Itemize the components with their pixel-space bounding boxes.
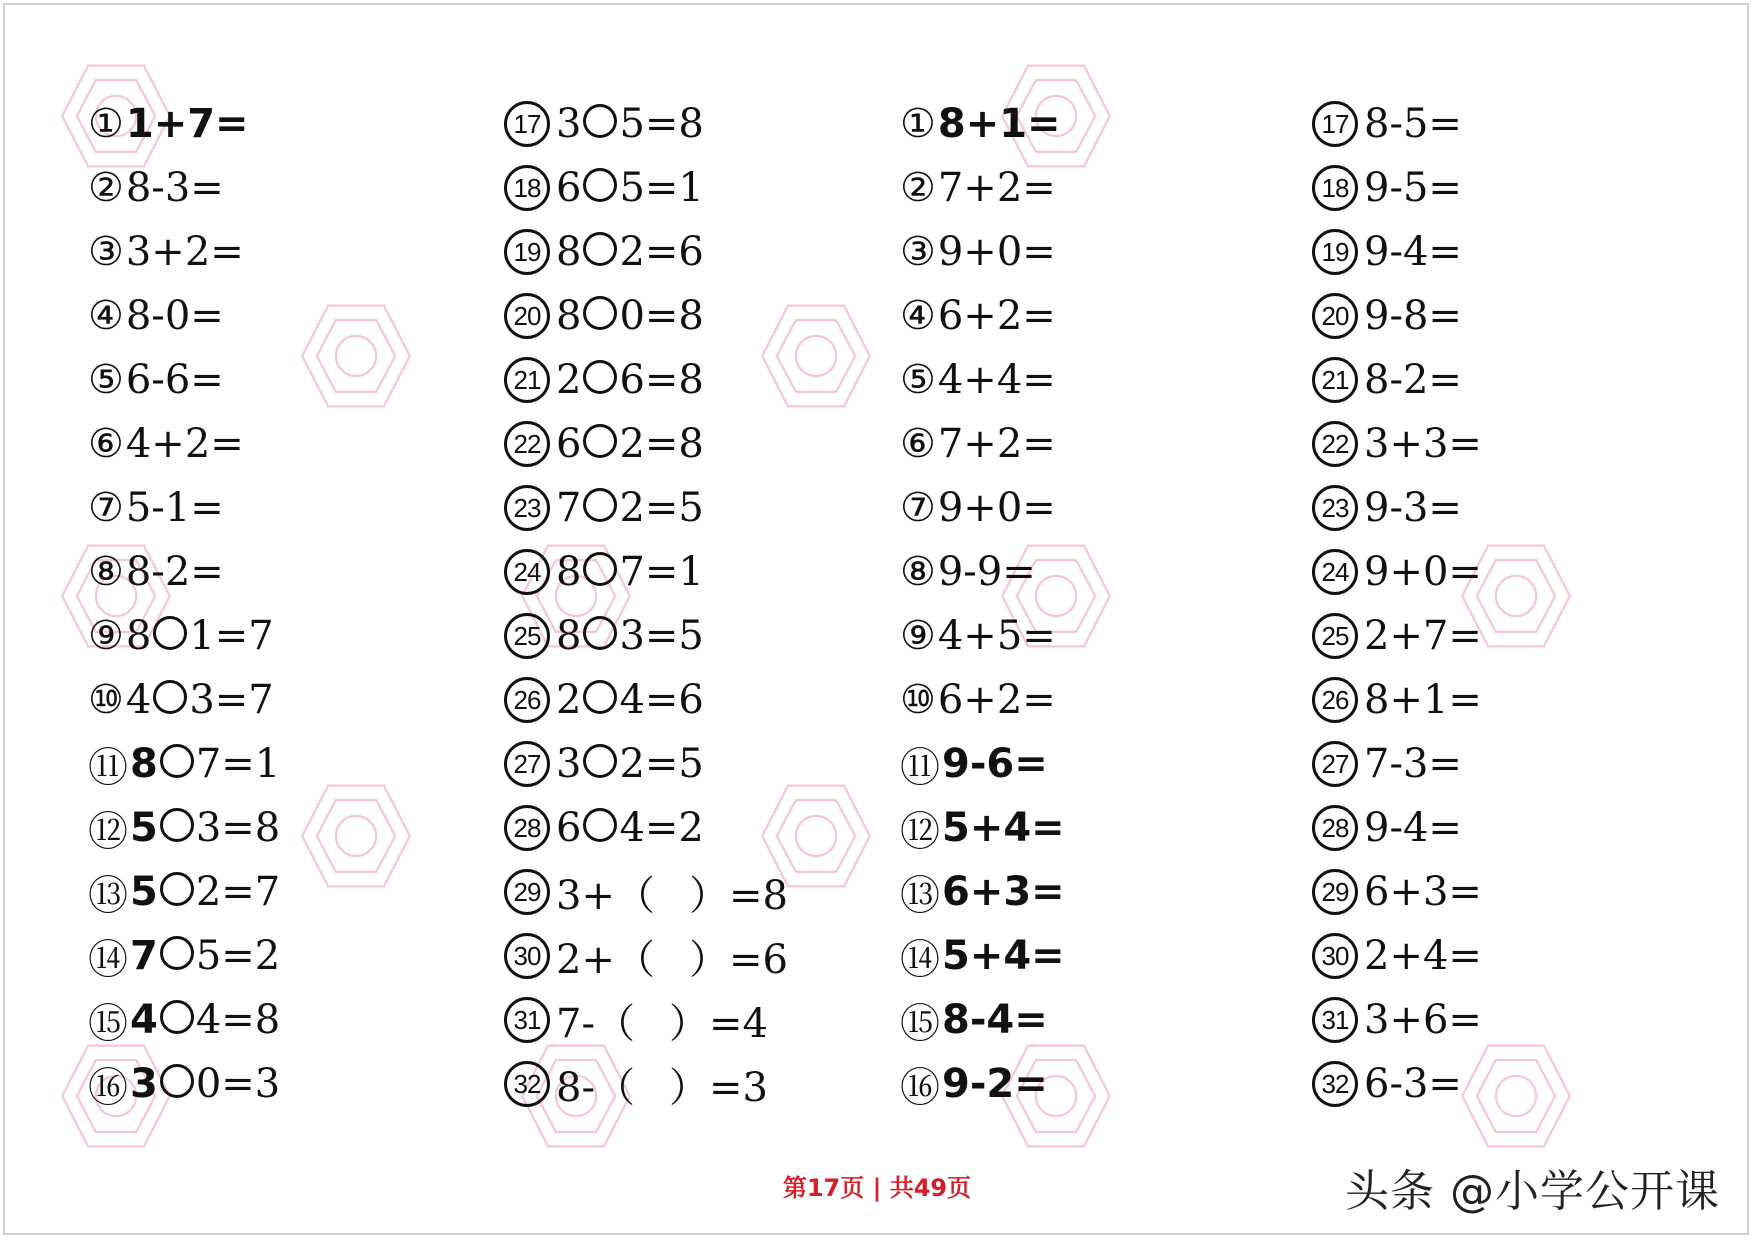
problem-expression: 7+2= <box>937 421 1056 467</box>
problem-number: ④ <box>88 293 124 339</box>
problem-number: ⑦ <box>88 485 124 531</box>
problem-number: ⑫ <box>88 808 128 855</box>
operand-rest: 5=2 <box>195 933 281 979</box>
blank-open: 7-（ <box>556 1000 635 1047</box>
problem-number: 24 <box>1312 549 1358 595</box>
operand-rest: 6=8 <box>619 357 704 403</box>
problem-row <box>1312 988 1482 1052</box>
problem-expression: 9-2= <box>942 1061 1048 1107</box>
problem-expression: 8-3= <box>125 165 224 211</box>
problem-number: 22 <box>504 421 550 467</box>
operand-rest: 2=6 <box>619 229 704 275</box>
operand-first: 8 <box>556 549 582 595</box>
problem-row <box>504 476 788 540</box>
problem-number: 21 <box>1312 357 1358 403</box>
problem-row <box>1312 668 1482 732</box>
operand-rest: 5=1 <box>619 165 704 211</box>
problem-row <box>900 796 1065 860</box>
problem-number: 32 <box>504 1061 550 1107</box>
problem-number: 27 <box>504 741 550 787</box>
operator-blank-circle <box>583 744 617 778</box>
problem-row <box>1312 412 1482 476</box>
problem-number: ⑯ <box>88 1064 128 1111</box>
problem-number: ⑧ <box>88 549 124 595</box>
operand-rest: 3=7 <box>189 677 274 723</box>
problem-row <box>900 92 1065 156</box>
problem-number: 26 <box>1312 677 1358 723</box>
problem-expression: 8-0= <box>125 293 224 339</box>
problem-row <box>504 1052 788 1116</box>
problem-row <box>88 348 280 412</box>
problem-row <box>88 924 280 988</box>
problem-number: 23 <box>504 485 550 531</box>
problem-row <box>900 668 1065 732</box>
problem-expression: 1+7= <box>125 101 249 147</box>
problem-expression: 3+6= <box>1364 997 1482 1043</box>
operator-blank-circle <box>160 1000 194 1034</box>
problem-row <box>900 284 1065 348</box>
operand-first: 6 <box>556 165 582 211</box>
problem-row <box>504 988 788 1052</box>
operand-rest: 7=1 <box>195 741 281 787</box>
problem-row <box>504 412 788 476</box>
operand-first: 8 <box>556 613 582 659</box>
operator-blank-circle <box>160 1064 194 1098</box>
problem-row <box>88 220 280 284</box>
problem-expression: 8-2= <box>1364 357 1462 403</box>
problem-row <box>900 988 1065 1052</box>
operand-rest: 4=6 <box>619 677 704 723</box>
problem-expression: 8-4= <box>942 997 1048 1043</box>
problem-row <box>88 860 280 924</box>
problem-number: ⑮ <box>900 1000 940 1047</box>
problem-number: 32 <box>1312 1061 1358 1107</box>
problem-number: 19 <box>504 229 550 275</box>
operator-blank-circle <box>160 936 194 970</box>
problem-number: ④ <box>900 293 936 339</box>
problem-number: ⑭ <box>88 936 128 983</box>
problem-number: ⑬ <box>900 872 940 919</box>
column-2 <box>504 92 788 1116</box>
problem-row <box>504 540 788 604</box>
problem-number: ⑩ <box>88 677 124 723</box>
problem-row <box>88 1052 280 1116</box>
problem-row <box>504 732 788 796</box>
problem-expression: 9-9= <box>937 549 1036 595</box>
problem-row <box>504 924 788 988</box>
operand-rest: 7=1 <box>619 549 704 595</box>
operand-first: 8 <box>556 293 582 339</box>
problem-expression: 6+3= <box>1364 869 1482 915</box>
blank-close: ）=8 <box>688 872 788 919</box>
problem-number: 18 <box>1312 165 1358 211</box>
problem-row <box>88 412 280 476</box>
column-1 <box>88 92 280 1116</box>
problem-row <box>900 860 1065 924</box>
problem-number: ⑫ <box>900 808 940 855</box>
operator-blank-circle <box>583 296 617 330</box>
problem-number: 29 <box>504 869 550 915</box>
problem-row <box>900 476 1065 540</box>
blank-close: ）=6 <box>688 936 788 983</box>
operand-first: 2 <box>556 357 582 403</box>
problem-row <box>900 924 1065 988</box>
operand-first: 4 <box>125 677 152 723</box>
operand-first: 5 <box>130 805 158 851</box>
problem-row <box>504 284 788 348</box>
problem-number: ⑩ <box>900 677 936 723</box>
problem-expression: 4+4= <box>937 357 1056 403</box>
problem-row <box>1312 284 1482 348</box>
operand-first: 2 <box>556 677 582 723</box>
operator-blank-circle <box>583 104 617 138</box>
problem-row <box>504 156 788 220</box>
blank-open: 8-（ <box>556 1064 635 1111</box>
problem-expression: 8+1= <box>1364 677 1482 723</box>
operand-rest: 3=8 <box>195 805 281 851</box>
problem-expression: 9-4= <box>1364 229 1462 275</box>
problem-row <box>88 156 280 220</box>
operator-blank-circle <box>583 808 617 842</box>
problem-row <box>504 860 788 924</box>
operand-first: 7 <box>556 485 582 531</box>
problem-number: ⑮ <box>88 1000 128 1047</box>
problem-row <box>504 92 788 156</box>
problem-row <box>504 348 788 412</box>
operand-rest: 1=7 <box>189 613 274 659</box>
problem-row <box>1312 924 1482 988</box>
problem-expression: 5+4= <box>942 805 1065 851</box>
problem-number: 20 <box>504 293 550 339</box>
problem-row <box>504 668 788 732</box>
problem-expression: 9-4= <box>1364 805 1462 851</box>
problem-expression: 8-2= <box>125 549 224 595</box>
problem-expression: 2+4= <box>1364 933 1482 979</box>
operand-rest: 4=2 <box>619 805 704 851</box>
problem-row <box>504 220 788 284</box>
problem-row <box>88 604 280 668</box>
problem-number: 29 <box>1312 869 1358 915</box>
blank-open: 2+（ <box>556 936 655 983</box>
watermark-hexagon-icon <box>300 780 412 892</box>
column-4 <box>1312 92 1482 1116</box>
problem-expression: 6-3= <box>1364 1061 1462 1107</box>
problem-row <box>88 668 280 732</box>
problem-number: 30 <box>504 933 550 979</box>
problem-number: 17 <box>504 101 550 147</box>
problem-expression: 7-3= <box>1364 741 1462 787</box>
problem-number: 18 <box>504 165 550 211</box>
operator-blank-circle <box>583 552 617 586</box>
operand-rest: 5=8 <box>619 101 704 147</box>
problem-number: 25 <box>1312 613 1358 659</box>
operand-first: 3 <box>556 101 582 147</box>
problem-expression: 9-3= <box>1364 485 1462 531</box>
problem-row <box>1312 92 1482 156</box>
problem-number: ⑬ <box>88 872 128 919</box>
column-3 <box>900 92 1065 1116</box>
blank-close: ）=3 <box>668 1064 768 1111</box>
brand-watermark-text: 头条 @小学公开课 <box>1345 1166 1720 1217</box>
problem-number: 17 <box>1312 101 1358 147</box>
problem-number: ③ <box>88 229 124 275</box>
problem-number: 19 <box>1312 229 1358 275</box>
operator-blank-circle <box>160 744 194 778</box>
problem-number: 31 <box>1312 997 1358 1043</box>
operand-rest: 4=8 <box>195 997 281 1043</box>
operand-first: 4 <box>130 997 158 1043</box>
problem-row <box>1312 540 1482 604</box>
operand-first: 7 <box>130 933 158 979</box>
problem-row <box>88 92 280 156</box>
operand-first: 6 <box>556 421 582 467</box>
problem-row <box>504 796 788 860</box>
operand-rest: 0=3 <box>195 1061 281 1107</box>
problem-row <box>88 476 280 540</box>
problem-row <box>900 540 1065 604</box>
operand-first: 3 <box>130 1061 158 1107</box>
problem-expression: 9-8= <box>1364 293 1462 339</box>
problem-expression: 9-6= <box>942 741 1048 787</box>
problem-number: ⑨ <box>900 613 936 659</box>
problem-row <box>88 732 280 796</box>
operator-blank-circle <box>153 680 187 714</box>
problem-number: ⑨ <box>88 613 124 659</box>
operand-rest: 0=8 <box>619 293 704 339</box>
problem-expression: 6+2= <box>937 677 1056 723</box>
problem-number: ⑥ <box>900 421 936 467</box>
problem-number: 24 <box>504 549 550 595</box>
problem-number: ⑦ <box>900 485 936 531</box>
problem-number: 20 <box>1312 293 1358 339</box>
operator-blank-circle <box>160 872 194 906</box>
problem-row <box>900 604 1065 668</box>
problem-expression: 3+2= <box>125 229 244 275</box>
problem-number: ⑥ <box>88 421 124 467</box>
operator-blank-circle <box>583 616 617 650</box>
problem-row <box>504 604 788 668</box>
problem-number: 28 <box>1312 805 1358 851</box>
problem-expression: 2+7= <box>1364 613 1482 659</box>
problem-row <box>1312 604 1482 668</box>
problem-expression: 9-5= <box>1364 165 1462 211</box>
operator-blank-circle <box>153 616 187 650</box>
problem-row <box>1312 156 1482 220</box>
problem-number: 31 <box>504 997 550 1043</box>
problem-row <box>900 412 1065 476</box>
problem-row <box>88 540 280 604</box>
problem-expression: 6-6= <box>125 357 224 403</box>
problem-number: ⑭ <box>900 936 940 983</box>
operand-first: 8 <box>130 741 158 787</box>
problem-expression: 9+0= <box>937 229 1056 275</box>
operand-first: 5 <box>130 869 158 915</box>
problem-row <box>1312 476 1482 540</box>
problem-number: ⑤ <box>900 357 936 403</box>
problem-row <box>1312 732 1482 796</box>
problem-expression: 5-1= <box>125 485 224 531</box>
operand-first: 3 <box>556 741 582 787</box>
problem-number: 30 <box>1312 933 1358 979</box>
blank-close: ）=4 <box>668 1000 768 1047</box>
problem-number: ⑯ <box>900 1064 940 1111</box>
blank-open: 3+（ <box>556 872 655 919</box>
problem-expression: 5+4= <box>942 933 1065 979</box>
operand-rest: 2=8 <box>619 421 704 467</box>
page-footer: 第17页 | 共49页 <box>782 1174 972 1202</box>
problem-number: 27 <box>1312 741 1358 787</box>
problem-number: ⑪ <box>900 744 940 791</box>
operand-first: 8 <box>125 613 152 659</box>
operand-first: 8 <box>556 229 582 275</box>
problem-number: ⑧ <box>900 549 936 595</box>
problem-expression: 9+0= <box>1364 549 1482 595</box>
problem-number: 26 <box>504 677 550 723</box>
problem-row <box>88 796 280 860</box>
problem-row <box>900 156 1065 220</box>
problem-expression: 9+0= <box>937 485 1056 531</box>
problem-number: 28 <box>504 805 550 851</box>
problem-row <box>900 1052 1065 1116</box>
problem-expression: 3+3= <box>1364 421 1482 467</box>
operator-blank-circle <box>583 680 617 714</box>
problem-expression: 8-5= <box>1364 101 1462 147</box>
operator-blank-circle <box>583 168 617 202</box>
operand-first: 6 <box>556 805 582 851</box>
operator-blank-circle <box>583 232 617 266</box>
problem-expression: 8+1= <box>937 101 1061 147</box>
problem-row <box>1312 348 1482 412</box>
problem-number: ① <box>900 101 936 147</box>
operand-rest: 2=7 <box>195 869 281 915</box>
problem-row <box>88 988 280 1052</box>
problem-number: ⑪ <box>88 744 128 791</box>
operator-blank-circle <box>583 360 617 394</box>
problem-row <box>1312 860 1482 924</box>
problem-number: 23 <box>1312 485 1358 531</box>
operand-rest: 2=5 <box>619 741 704 787</box>
operand-rest: 3=5 <box>619 613 704 659</box>
problem-row <box>88 284 280 348</box>
problem-number: ⑤ <box>88 357 124 403</box>
problem-row <box>900 220 1065 284</box>
problem-number: 25 <box>504 613 550 659</box>
problem-row <box>1312 220 1482 284</box>
problem-expression: 4+5= <box>937 613 1056 659</box>
problem-number: ③ <box>900 229 936 275</box>
watermark-hexagon-icon <box>300 300 412 412</box>
problem-number: ① <box>88 101 124 147</box>
problem-number: ② <box>900 165 936 211</box>
problem-expression: 4+2= <box>125 421 244 467</box>
problem-row <box>900 348 1065 412</box>
problem-number: ② <box>88 165 124 211</box>
problem-row <box>1312 796 1482 860</box>
operand-rest: 2=5 <box>619 485 704 531</box>
problem-row <box>1312 1052 1482 1116</box>
operator-blank-circle <box>583 424 617 458</box>
problem-expression: 7+2= <box>937 165 1056 211</box>
problem-expression: 6+3= <box>942 869 1065 915</box>
problem-number: 22 <box>1312 421 1358 467</box>
operator-blank-circle <box>583 488 617 522</box>
problem-number: 21 <box>504 357 550 403</box>
problem-row <box>900 732 1065 796</box>
problem-expression: 6+2= <box>937 293 1056 339</box>
operator-blank-circle <box>160 808 194 842</box>
